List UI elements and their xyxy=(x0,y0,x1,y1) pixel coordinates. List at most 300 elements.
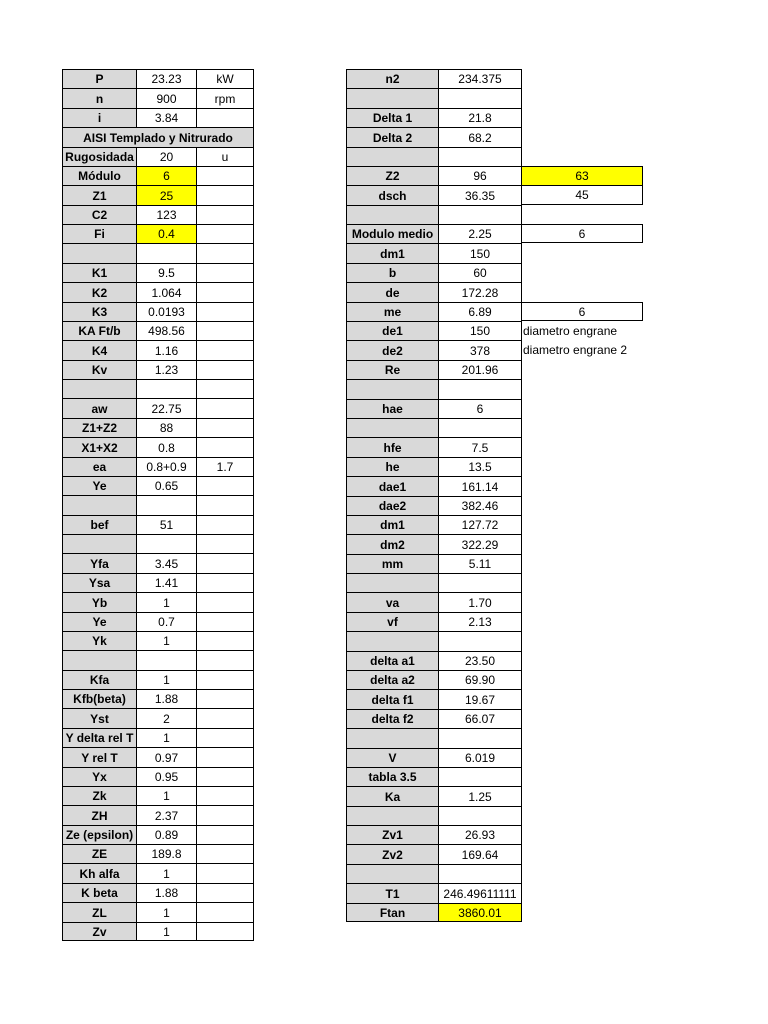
left-table-row xyxy=(62,670,254,689)
right-table-row xyxy=(346,786,643,806)
left-param-unit xyxy=(196,728,254,747)
left-table-row xyxy=(62,650,254,670)
right-param-label: delta a1 xyxy=(346,651,438,670)
right-table-row xyxy=(346,825,643,844)
left-table-row xyxy=(62,902,254,922)
left-table-row xyxy=(62,457,254,476)
left-param-value: 51 xyxy=(136,515,196,534)
left-table-row xyxy=(62,302,254,321)
right-param-label xyxy=(346,418,438,437)
right-param-label: dm1 xyxy=(346,243,438,263)
left-table-row xyxy=(62,883,254,902)
left-table-row xyxy=(62,398,254,418)
left-table-row xyxy=(62,205,254,224)
left-param-value: 1.064 xyxy=(136,282,196,302)
left-table-row xyxy=(62,243,254,263)
left-param-label: K3 xyxy=(62,302,136,321)
left-param-value: 88 xyxy=(136,418,196,437)
right-param-label: vf xyxy=(346,612,438,631)
right-param-value: 13.5 xyxy=(438,457,522,476)
right-param-value: 234.375 xyxy=(438,69,522,88)
left-param-label: K2 xyxy=(62,282,136,302)
left-param-value: 2.37 xyxy=(136,805,196,825)
right-param-extra: 45 xyxy=(522,185,643,205)
left-param-unit xyxy=(196,786,254,805)
right-table-row xyxy=(346,883,643,903)
right-param-value: 6.89 xyxy=(438,302,522,321)
right-param-label: dae1 xyxy=(346,476,438,496)
left-param-unit: rpm xyxy=(196,88,254,108)
left-table-row xyxy=(62,340,254,360)
right-param-value: 60 xyxy=(438,263,522,282)
left-param-value: 0.65 xyxy=(136,476,196,495)
left-param-unit xyxy=(196,650,254,670)
left-param-label: Yk xyxy=(62,631,136,650)
left-param-label: Ye xyxy=(62,476,136,495)
right-param-value: 36.35 xyxy=(438,185,522,205)
left-param-label: Yst xyxy=(62,708,136,728)
left-table-row xyxy=(62,515,254,534)
left-param-unit xyxy=(196,592,254,612)
left-param-label: Y rel T xyxy=(62,747,136,767)
left-table-row xyxy=(62,147,254,166)
left-table-row xyxy=(62,476,254,495)
left-param-unit xyxy=(196,902,254,922)
left-table-row xyxy=(62,88,254,108)
left-param-label: Kv xyxy=(62,360,136,379)
left-table-row xyxy=(62,631,254,650)
left-param-unit xyxy=(196,282,254,302)
left-param-unit xyxy=(196,534,254,553)
right-param-label: tabla 3.5 xyxy=(346,767,438,786)
right-param-label: Z2 xyxy=(346,166,438,185)
right-param-value xyxy=(438,147,522,166)
left-param-unit xyxy=(196,805,254,825)
left-param-value: 6 xyxy=(136,166,196,185)
left-param-label xyxy=(62,534,136,553)
left-param-value: 0.89 xyxy=(136,825,196,844)
left-param-unit xyxy=(196,340,254,360)
left-param-value: 9.5 xyxy=(136,263,196,282)
left-param-label: Z1+Z2 xyxy=(62,418,136,437)
right-table-row xyxy=(346,476,643,496)
left-param-unit xyxy=(196,612,254,631)
right-param-value: 23.50 xyxy=(438,651,522,670)
left-param-label: Yx xyxy=(62,767,136,786)
left-param-value: 0.95 xyxy=(136,767,196,786)
right-param-value: 5.11 xyxy=(438,554,522,573)
right-table-row xyxy=(346,515,643,534)
right-param-label: de xyxy=(346,282,438,302)
right-param-label: Ka xyxy=(346,786,438,806)
left-param-value: 20 xyxy=(136,147,196,166)
right-param-label: me xyxy=(346,302,438,321)
left-param-value: 0.8+0.9 xyxy=(136,457,196,476)
right-param-value xyxy=(438,806,522,825)
right-table-row xyxy=(346,360,643,379)
right-param-value: 96 xyxy=(438,166,522,185)
left-param-label: Kfb(beta) xyxy=(62,689,136,708)
left-param-unit xyxy=(196,631,254,650)
left-param-value: 1 xyxy=(136,922,196,941)
left-table-row xyxy=(62,747,254,767)
right-param-value: 21.8 xyxy=(438,108,522,127)
right-param-extra: 6 xyxy=(522,224,643,243)
right-param-value: 169.64 xyxy=(438,844,522,864)
right-table-row xyxy=(346,127,643,147)
left-table-row xyxy=(62,495,254,515)
right-param-value: 2.13 xyxy=(438,612,522,631)
right-param-label: dm2 xyxy=(346,534,438,554)
right-param-value: 150 xyxy=(438,243,522,263)
left-table-row xyxy=(62,573,254,592)
left-param-value: 498.56 xyxy=(136,321,196,340)
right-param-label: delta f2 xyxy=(346,709,438,728)
left-param-unit xyxy=(196,883,254,902)
left-param-unit xyxy=(196,360,254,379)
left-table-row xyxy=(62,825,254,844)
left-param-value: 0.8 xyxy=(136,437,196,457)
right-param-value: 66.07 xyxy=(438,709,522,728)
right-param-label: Re xyxy=(346,360,438,379)
right-param-label: hfe xyxy=(346,437,438,457)
left-param-unit xyxy=(196,844,254,863)
left-param-label xyxy=(62,650,136,670)
left-param-value: 0.0193 xyxy=(136,302,196,321)
left-table-row xyxy=(62,689,254,708)
left-table-row xyxy=(62,553,254,573)
right-param-value xyxy=(438,631,522,651)
left-param-label: Ze (epsilon) xyxy=(62,825,136,844)
right-param-value: 26.93 xyxy=(438,825,522,844)
right-table-row xyxy=(346,302,643,321)
left-param-unit xyxy=(196,825,254,844)
left-table-row xyxy=(62,437,254,457)
left-param-label: Z1 xyxy=(62,185,136,205)
left-param-unit: u xyxy=(196,147,254,166)
left-table-row xyxy=(62,108,254,127)
left-param-unit xyxy=(196,437,254,457)
left-param-value: 1 xyxy=(136,786,196,805)
right-table-row xyxy=(346,321,643,340)
right-param-extra: 63 xyxy=(522,166,643,185)
right-param-label: de2 xyxy=(346,340,438,360)
left-param-unit xyxy=(196,302,254,321)
right-param-label: Ftan xyxy=(346,903,438,922)
left-param-label: K4 xyxy=(62,340,136,360)
left-param-label: Yb xyxy=(62,592,136,612)
left-param-value xyxy=(136,534,196,553)
left-param-unit xyxy=(196,767,254,786)
right-param-label xyxy=(346,147,438,166)
left-param-unit xyxy=(196,108,254,127)
left-param-unit xyxy=(196,379,254,398)
left-param-label: bef xyxy=(62,515,136,534)
left-param-label: ZH xyxy=(62,805,136,825)
left-param-label: KA Ft/b xyxy=(62,321,136,340)
right-table-row xyxy=(346,864,643,883)
left-merged-heading: AISI Templado y Nitrurado xyxy=(62,127,254,147)
right-table-row xyxy=(346,748,643,767)
right-param-label xyxy=(346,573,438,592)
left-param-label: P xyxy=(62,69,136,88)
right-table-row xyxy=(346,108,643,127)
left-param-label: ea xyxy=(62,457,136,476)
left-param-label: Fi xyxy=(62,224,136,243)
left-table-row xyxy=(62,708,254,728)
right-param-label: Modulo medio xyxy=(346,224,438,243)
right-table-row xyxy=(346,185,643,205)
left-param-label xyxy=(62,379,136,398)
left-param-label xyxy=(62,243,136,263)
right-param-label xyxy=(346,379,438,399)
left-table-row xyxy=(62,863,254,883)
left-param-label: Kh alfa xyxy=(62,863,136,883)
left-param-label: K beta xyxy=(62,883,136,902)
right-table-row xyxy=(346,224,643,243)
left-table-row xyxy=(62,69,254,88)
left-param-value: 25 xyxy=(136,185,196,205)
left-param-label: Zk xyxy=(62,786,136,805)
right-table-row xyxy=(346,243,643,263)
right-param-label xyxy=(346,205,438,224)
right-table-row xyxy=(346,651,643,670)
left-param-label: ZL xyxy=(62,902,136,922)
left-param-value: 23.23 xyxy=(136,69,196,88)
left-param-value: 1 xyxy=(136,631,196,650)
right-table-row xyxy=(346,554,643,573)
left-param-unit xyxy=(196,922,254,941)
right-param-label: de1 xyxy=(346,321,438,340)
right-table-row xyxy=(346,282,643,302)
right-param-value xyxy=(438,864,522,883)
left-table-row xyxy=(62,224,254,243)
left-param-unit xyxy=(196,166,254,185)
left-param-value xyxy=(136,495,196,515)
left-param-label: n xyxy=(62,88,136,108)
right-table-row xyxy=(346,437,643,457)
right-param-label: mm xyxy=(346,554,438,573)
right-param-value: 172.28 xyxy=(438,282,522,302)
left-param-unit xyxy=(196,553,254,573)
right-param-value xyxy=(438,767,522,786)
left-param-value xyxy=(136,243,196,263)
right-param-label: Delta 2 xyxy=(346,127,438,147)
left-param-unit xyxy=(196,708,254,728)
right-param-value: 1.25 xyxy=(438,786,522,806)
right-table-row xyxy=(346,205,643,224)
left-param-value: 0.97 xyxy=(136,747,196,767)
left-table-row xyxy=(62,534,254,553)
left-param-value: 1 xyxy=(136,728,196,747)
right-param-label: b xyxy=(346,263,438,282)
right-table-row xyxy=(346,69,643,88)
left-param-label: K1 xyxy=(62,263,136,282)
right-param-value: 201.96 xyxy=(438,360,522,379)
right-param-value: 6 xyxy=(438,399,522,418)
right-table-row xyxy=(346,631,643,651)
left-param-label: aw xyxy=(62,398,136,418)
left-table-row xyxy=(62,728,254,747)
left-param-value: 1 xyxy=(136,902,196,922)
right-table-row xyxy=(346,903,643,922)
left-param-value: 189.8 xyxy=(136,844,196,863)
left-param-unit xyxy=(196,863,254,883)
left-param-label: Yfa xyxy=(62,553,136,573)
right-table-row xyxy=(346,340,643,360)
left-table-row xyxy=(62,922,254,941)
right-param-label: dm1 xyxy=(346,515,438,534)
right-param-label: V xyxy=(346,748,438,767)
left-param-unit: kW xyxy=(196,69,254,88)
left-param-unit xyxy=(196,398,254,418)
right-param-label: he xyxy=(346,457,438,476)
left-param-label: Ysa xyxy=(62,573,136,592)
left-table-row xyxy=(62,263,254,282)
right-table-row xyxy=(346,612,643,631)
right-param-value: 150 xyxy=(438,321,522,340)
right-param-value xyxy=(438,728,522,748)
left-param-value: 1.88 xyxy=(136,883,196,902)
left-param-unit xyxy=(196,495,254,515)
right-param-label: dsch xyxy=(346,185,438,205)
right-param-value: 378 xyxy=(438,340,522,360)
left-param-value: 123 xyxy=(136,205,196,224)
left-table-row xyxy=(62,767,254,786)
left-param-label: Zv xyxy=(62,922,136,941)
right-table-row xyxy=(346,166,643,185)
right-param-label xyxy=(346,806,438,825)
left-param-value: 2 xyxy=(136,708,196,728)
right-param-note: diametro engrane 2 xyxy=(523,343,628,357)
left-table-row xyxy=(62,418,254,437)
left-table-row xyxy=(62,844,254,863)
right-param-label: hae xyxy=(346,399,438,418)
left-param-unit: 1.7 xyxy=(196,457,254,476)
left-table-row xyxy=(62,282,254,302)
left-param-value: 0.7 xyxy=(136,612,196,631)
left-table-row xyxy=(62,612,254,631)
left-param-unit xyxy=(196,418,254,437)
right-table-row xyxy=(346,573,643,592)
right-param-value: 68.2 xyxy=(438,127,522,147)
right-param-value: 322.29 xyxy=(438,534,522,554)
left-param-label: X1+X2 xyxy=(62,437,136,457)
right-table-row xyxy=(346,147,643,166)
right-table-row xyxy=(346,263,643,282)
right-param-label: va xyxy=(346,592,438,612)
left-param-label: Módulo xyxy=(62,166,136,185)
left-param-unit xyxy=(196,670,254,689)
left-param-label: Rugosidada xyxy=(62,147,136,166)
left-param-label: ZE xyxy=(62,844,136,863)
right-param-value: 69.90 xyxy=(438,670,522,689)
left-param-label xyxy=(62,495,136,515)
right-param-label: Zv1 xyxy=(346,825,438,844)
right-param-value: 127.72 xyxy=(438,515,522,534)
right-param-label: Delta 1 xyxy=(346,108,438,127)
left-param-label: Y delta rel T xyxy=(62,728,136,747)
left-param-unit xyxy=(196,224,254,243)
left-param-unit xyxy=(196,515,254,534)
left-param-value: 1.88 xyxy=(136,689,196,708)
right-param-value: 1.70 xyxy=(438,592,522,612)
left-param-label: i xyxy=(62,108,136,127)
right-param-value: 6.019 xyxy=(438,748,522,767)
right-param-label: n2 xyxy=(346,69,438,88)
left-param-value xyxy=(136,650,196,670)
left-table-row xyxy=(62,185,254,205)
right-table-row xyxy=(346,88,643,108)
right-param-label: delta f1 xyxy=(346,689,438,709)
left-param-label: C2 xyxy=(62,205,136,224)
right-param-value xyxy=(438,418,522,437)
right-table-row xyxy=(346,844,643,864)
right-table-row xyxy=(346,767,643,786)
left-param-unit xyxy=(196,689,254,708)
left-table-row xyxy=(62,321,254,340)
left-param-unit xyxy=(196,185,254,205)
right-table-row xyxy=(346,496,643,515)
left-table-row xyxy=(62,127,254,147)
right-param-label: T1 xyxy=(346,883,438,903)
left-table-row xyxy=(62,592,254,612)
right-param-label: Zv2 xyxy=(346,844,438,864)
right-param-value xyxy=(438,379,522,399)
left-param-value: 22.75 xyxy=(136,398,196,418)
right-param-label xyxy=(346,728,438,748)
left-table-row xyxy=(62,379,254,398)
right-param-value: 161.14 xyxy=(438,476,522,496)
right-param-value: 3860.01 xyxy=(438,903,522,922)
left-param-unit xyxy=(196,321,254,340)
left-param-value xyxy=(136,379,196,398)
right-table-row xyxy=(346,592,643,612)
left-table-row xyxy=(62,360,254,379)
right-param-label xyxy=(346,631,438,651)
left-param-unit xyxy=(196,476,254,495)
left-table-row xyxy=(62,166,254,185)
right-param-label xyxy=(346,88,438,108)
right-param-extra: 6 xyxy=(522,302,643,321)
left-param-value: 1 xyxy=(136,863,196,883)
right-table-row xyxy=(346,418,643,437)
left-param-unit xyxy=(196,205,254,224)
right-param-label xyxy=(346,864,438,883)
left-param-unit xyxy=(196,263,254,282)
left-param-value: 0.4 xyxy=(136,224,196,243)
right-table-row xyxy=(346,534,643,554)
left-param-label: Ye xyxy=(62,612,136,631)
right-table-row xyxy=(346,728,643,748)
right-param-value xyxy=(438,88,522,108)
right-param-value: 7.5 xyxy=(438,437,522,457)
left-param-value: 1 xyxy=(136,670,196,689)
right-param-value: 382.46 xyxy=(438,496,522,515)
right-table-row xyxy=(346,379,643,399)
left-param-value: 900 xyxy=(136,88,196,108)
right-table-row xyxy=(346,457,643,476)
left-table-row xyxy=(62,786,254,805)
right-table-row xyxy=(346,806,643,825)
left-param-label: Kfa xyxy=(62,670,136,689)
right-param-value xyxy=(438,205,522,224)
left-param-value: 3.84 xyxy=(136,108,196,127)
right-param-value xyxy=(438,573,522,592)
right-param-value: 19.67 xyxy=(438,689,522,709)
right-param-label: delta a2 xyxy=(346,670,438,689)
right-table-row xyxy=(346,670,643,689)
